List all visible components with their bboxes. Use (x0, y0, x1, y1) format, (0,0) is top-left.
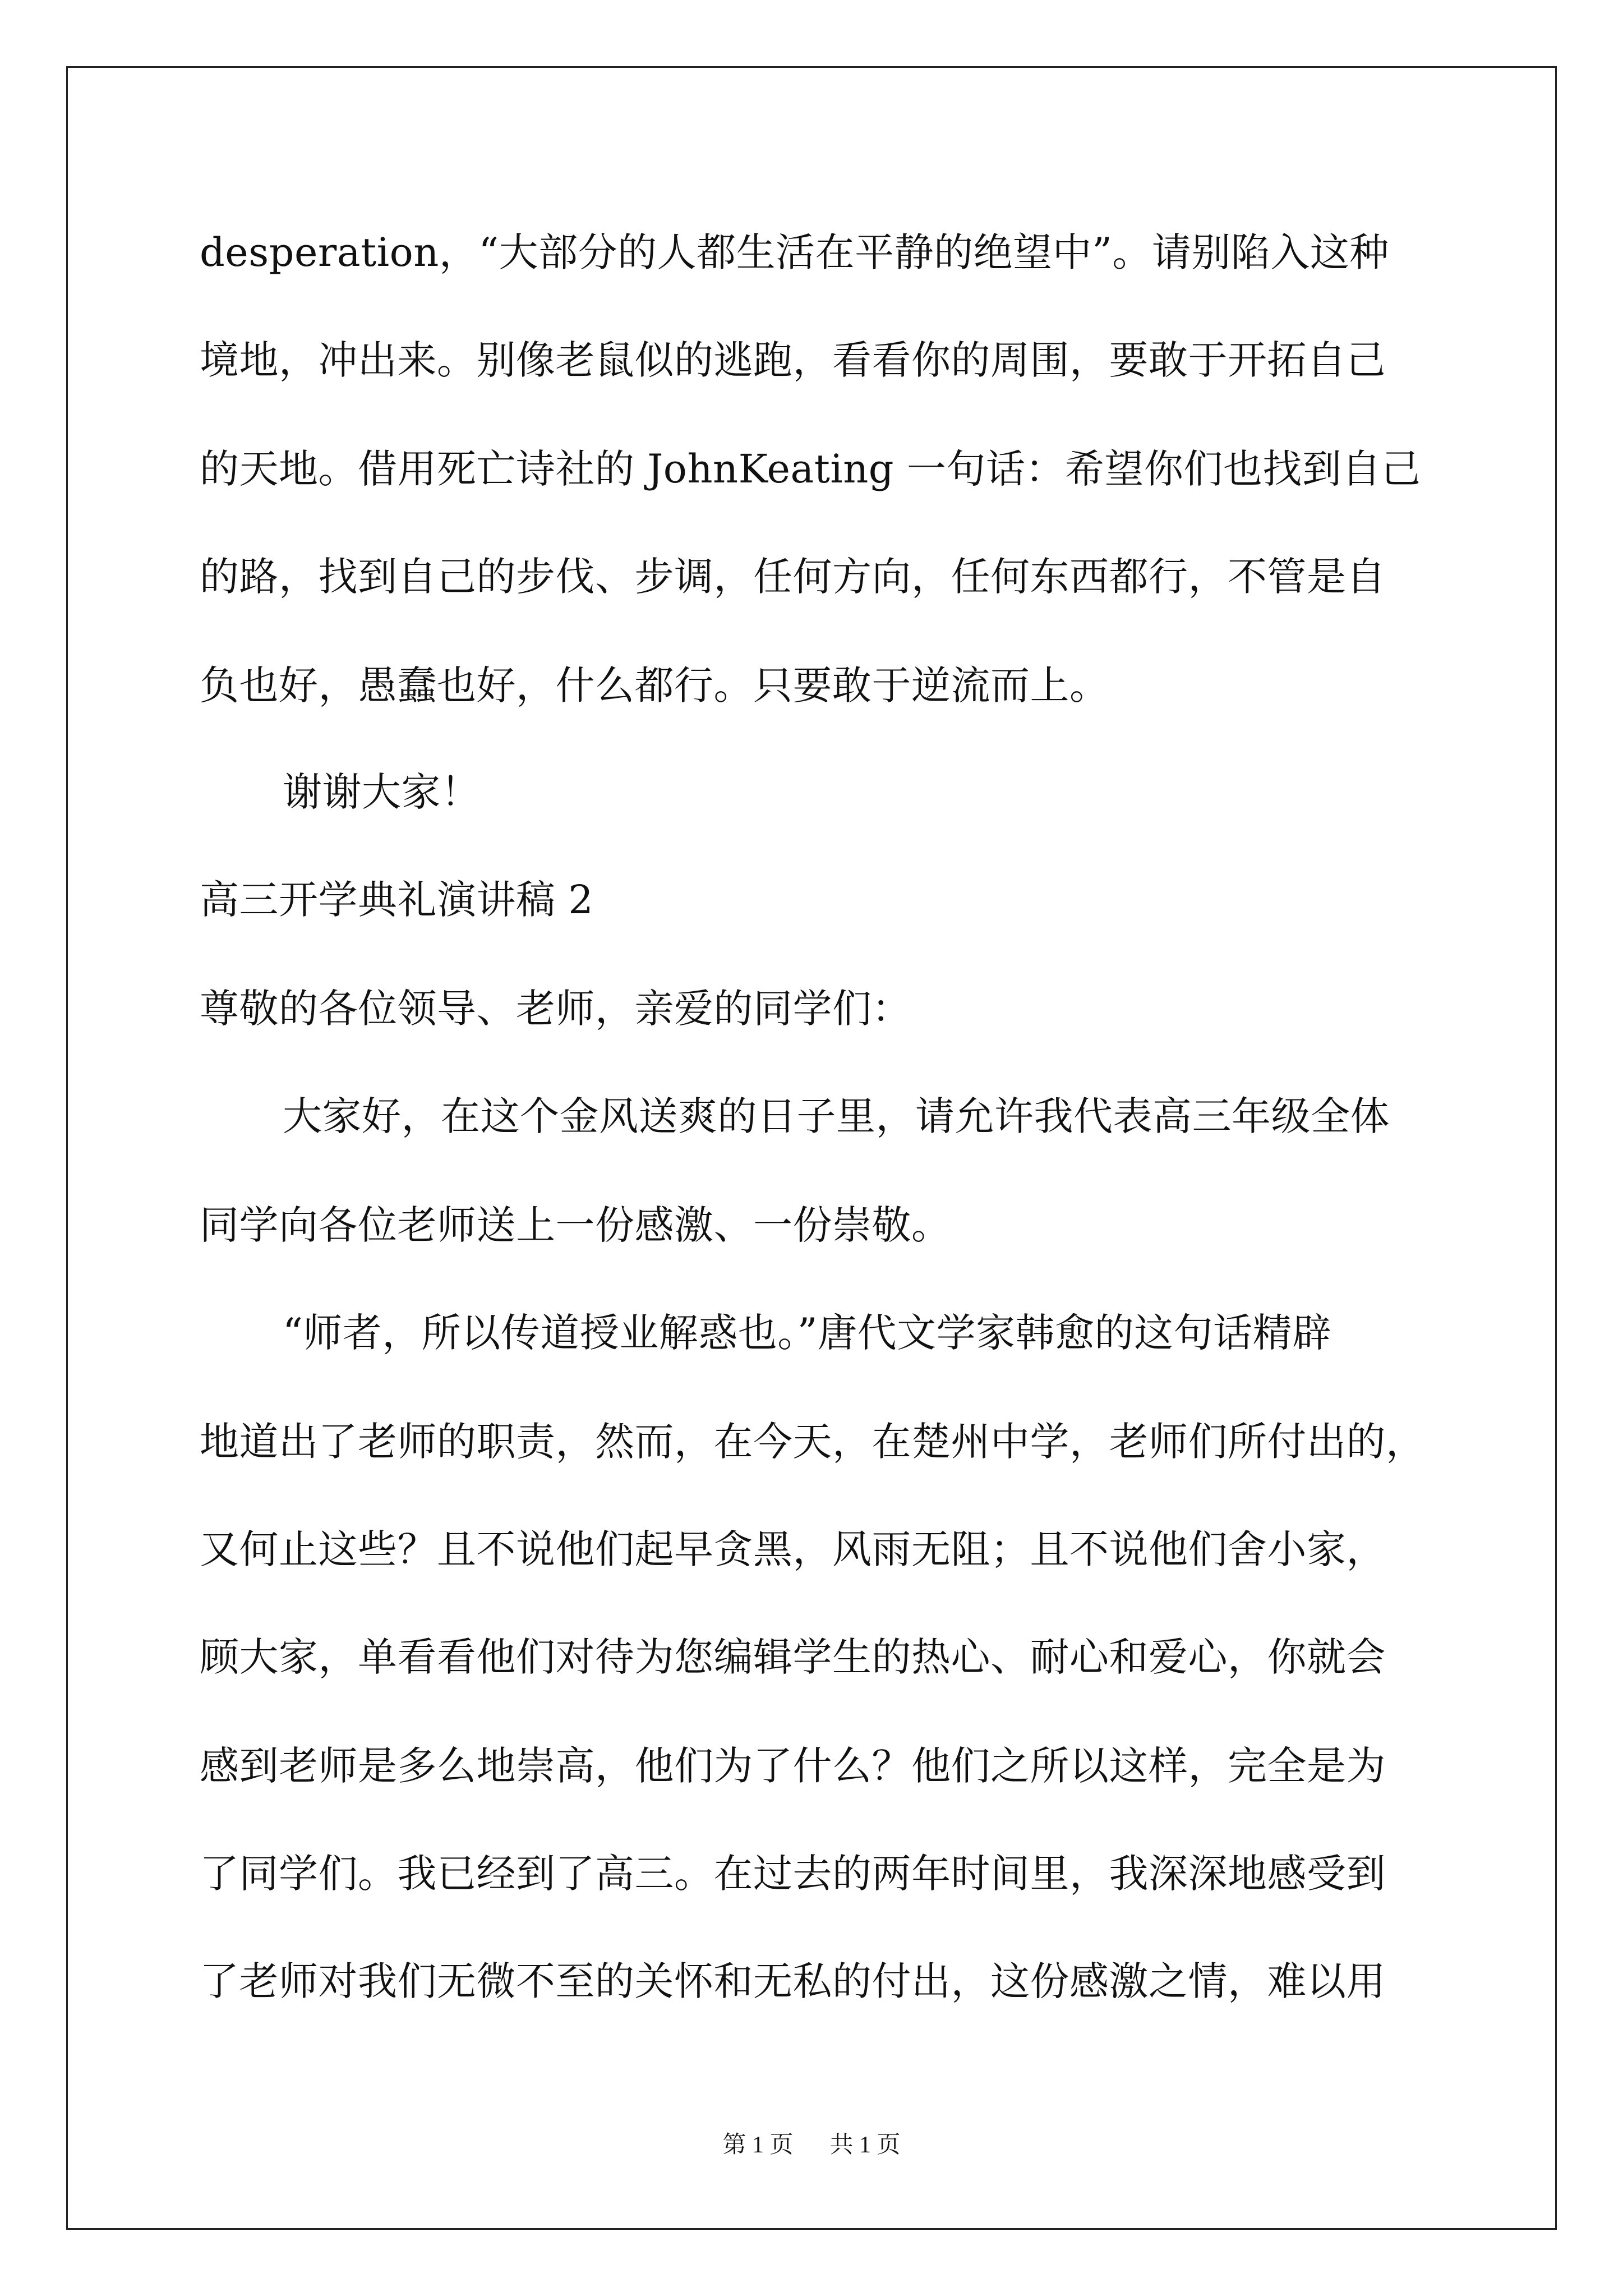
page-number: 第 1 页 (722, 2132, 794, 2158)
salutation: 尊敬的各位领导、老师，亲爱的同学们： (200, 986, 911, 1032)
page-footer (0, 2131, 1623, 2160)
text-line: 负也好，愚蠢也好，什么都行。只要敢于逆流而上。 (200, 662, 1109, 708)
text-line: 了同学们。我已经到了高三。在过去的两年时间里，我深深地感受到 (200, 1851, 1386, 1897)
text-line: 境地，冲出来。别像老鼠似的逃跑，看看你的周围，要敢于开拓自己 (200, 337, 1386, 383)
text-line: “师者，所以传道授业解惑也。”唐代文学家韩愈的这句话精辟 (283, 1310, 1332, 1356)
text-line: 地道出了老师的职责，然而，在今天，在楚州中学，老师们所付出的， (200, 1419, 1426, 1465)
document-body (132, 0, 1439, 2296)
closing-thanks: 谢谢大家！ (283, 769, 481, 815)
text-line: 感到老师是多么地崇高，他们为了什么？他们之所以这样，完全是为 (200, 1743, 1386, 1789)
text-line: 又何止这些？且不说他们起早贪黑，风雨无阻；且不说他们舍小家， (200, 1526, 1386, 1572)
text-line: 了老师对我们无微不至的关怀和无私的付出，这份感激之情，难以用 (200, 1958, 1386, 2004)
text-line: 的天地。借用死亡诗社的 JohnKeating 一句话：希望你们也找到自己 (200, 446, 1421, 492)
section-heading: 高三开学典礼演讲稿 2 (200, 877, 594, 923)
text-line: 大家好，在这个金风送爽的日子里，请允许我代表高三年级全体 (283, 1093, 1390, 1139)
text-line: desperation，“大部分的人都生活在平静的绝望中”。请别陷入这种 (200, 229, 1389, 275)
text-line: 的路，找到自己的步伐、步调，任何方向，任何东西都行，不管是自 (200, 554, 1386, 600)
page-total: 共 1 页 (829, 2132, 901, 2158)
text-line: 顾大家，单看看他们对待为您编辑学生的热心、耐心和爱心，你就会 (200, 1634, 1386, 1680)
text-line: 同学向各位老师送上一份感激、一份崇敬。 (200, 1202, 951, 1248)
